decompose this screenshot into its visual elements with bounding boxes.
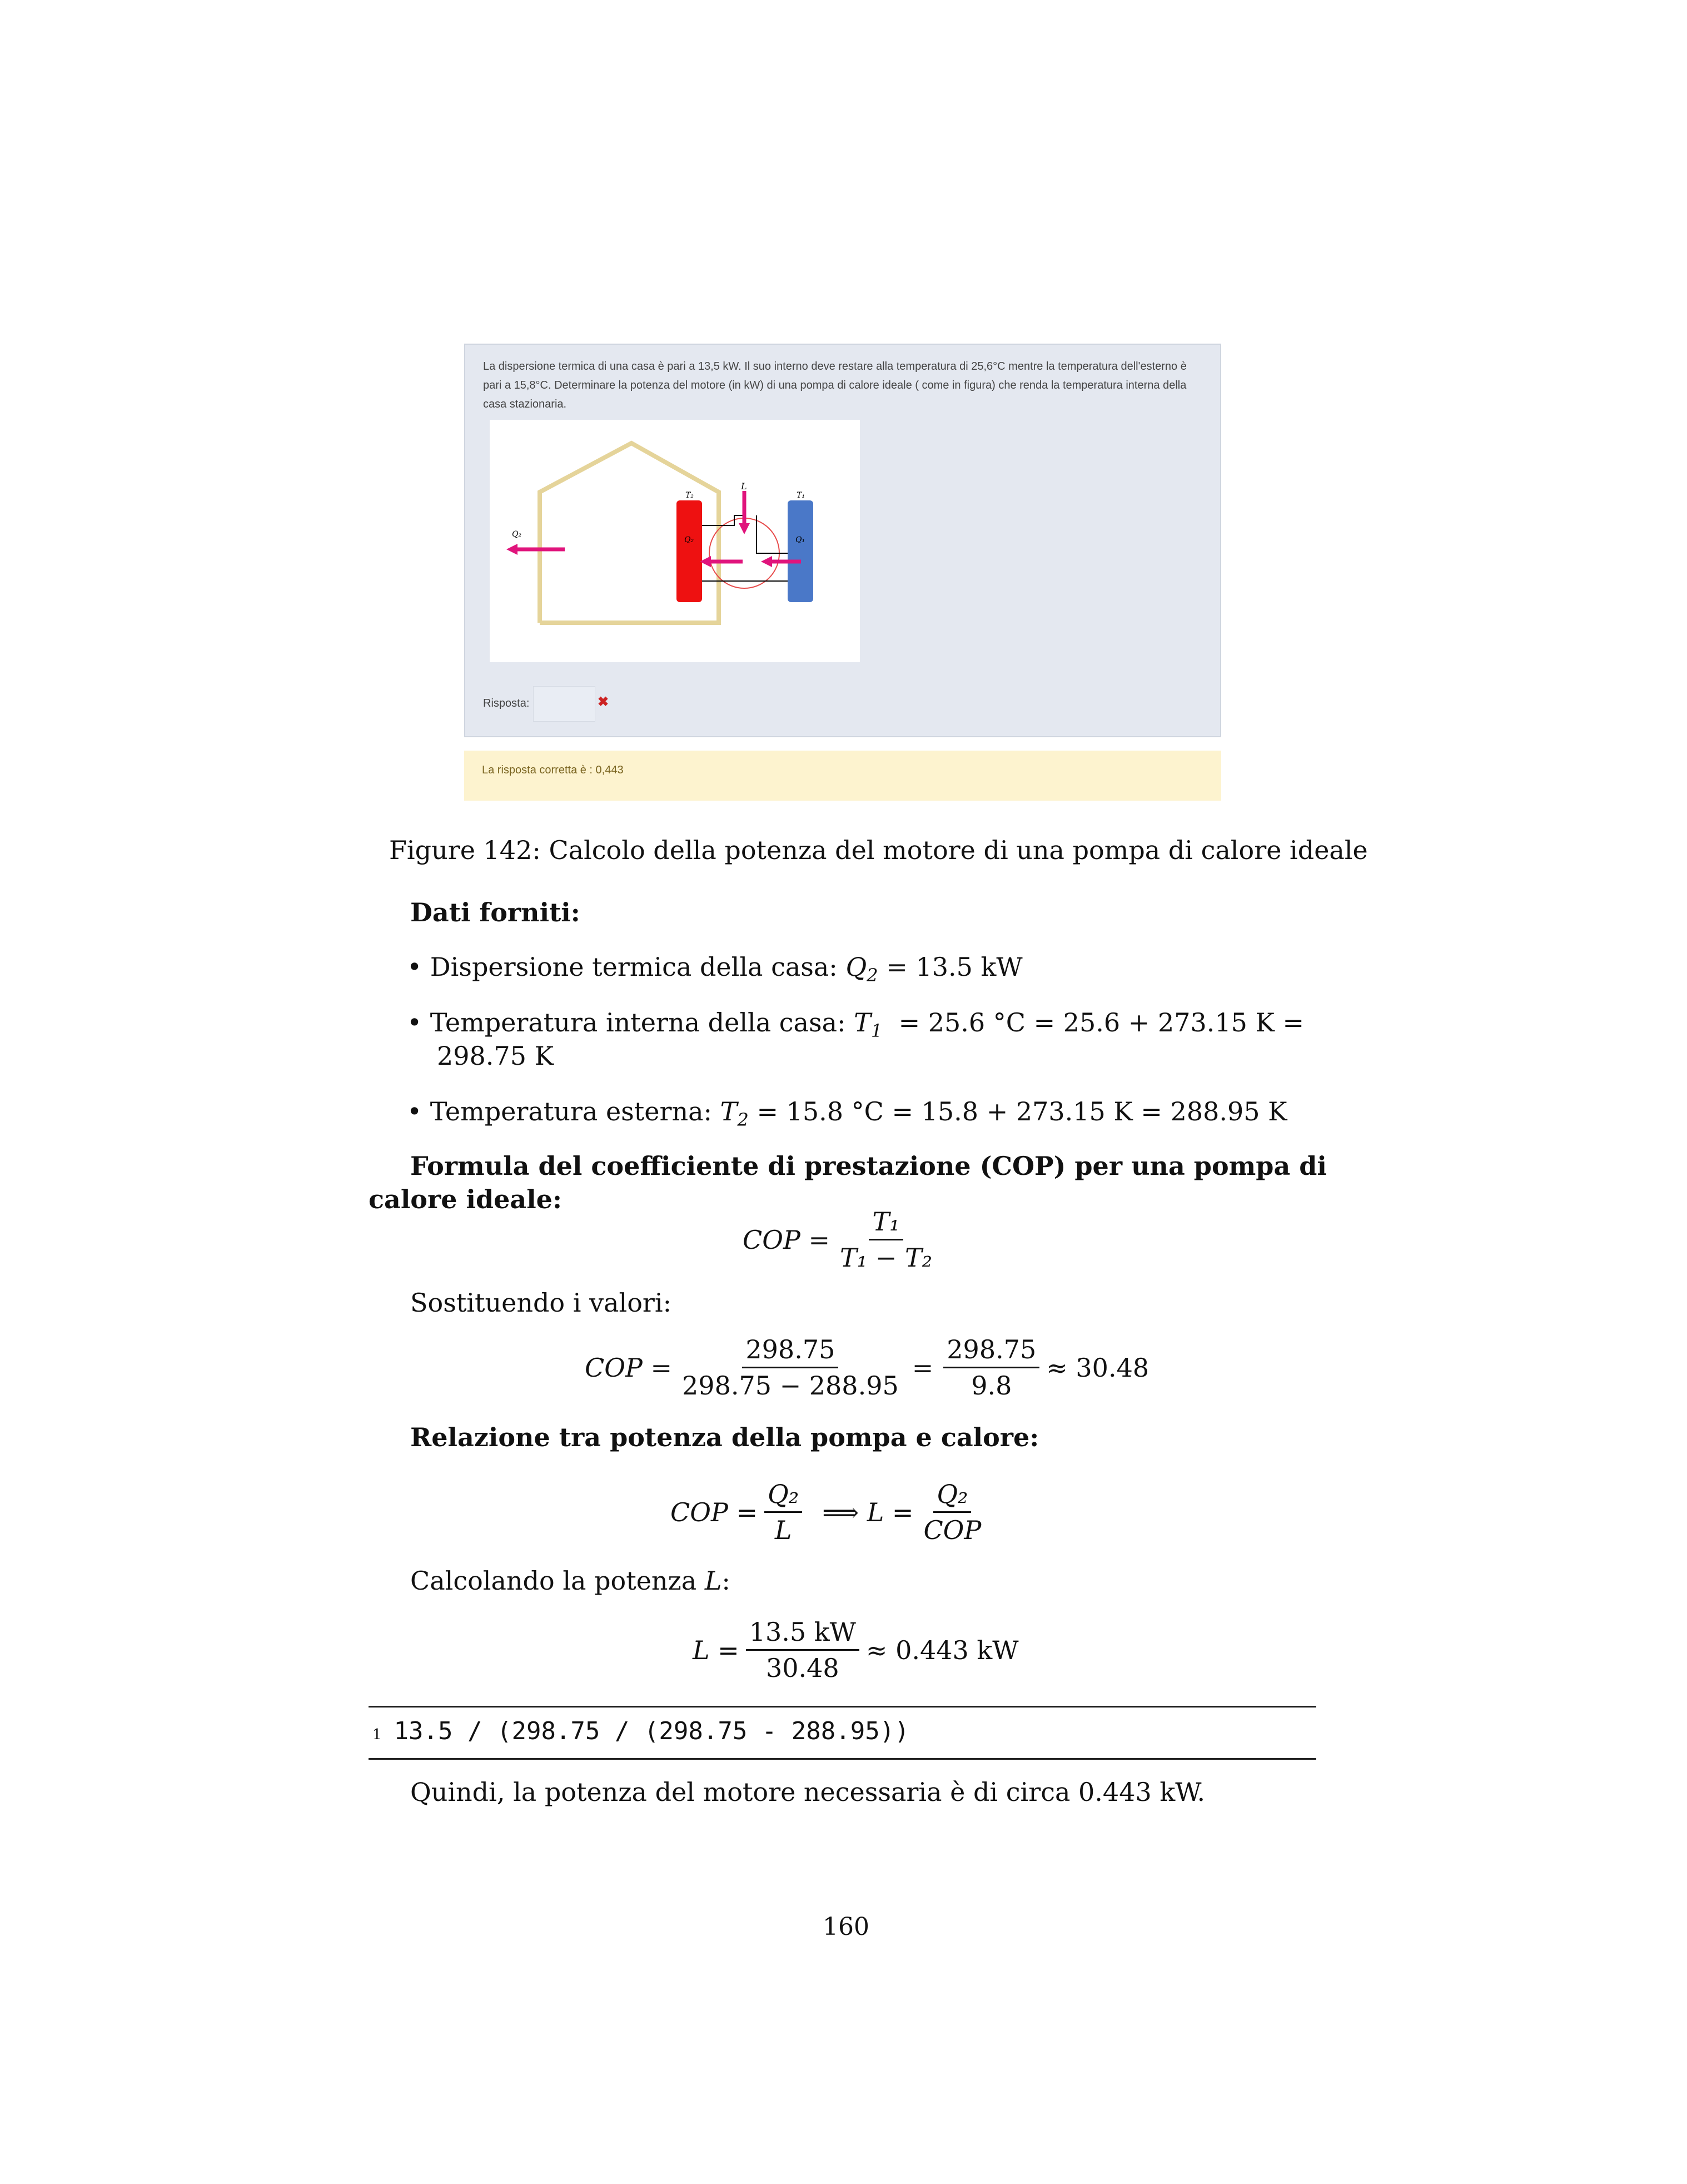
answer-label: Risposta:: [483, 697, 530, 709]
label-T2: T₂: [685, 491, 694, 500]
rel-lhs: COP =: [670, 1497, 758, 1527]
rel-den2: COP: [923, 1515, 982, 1545]
cop-sub-den2: 9.8: [971, 1371, 1012, 1401]
calc-den: 30.48: [765, 1653, 839, 1683]
label-L: L: [741, 481, 747, 492]
calcolando-colon: :: [721, 1566, 730, 1596]
heat-pump-diagram: [490, 420, 860, 662]
power-calculation: [693, 1617, 1019, 1683]
cop-sub-fraction-2: [943, 1334, 1039, 1401]
bullet-2-math: = 25.6 °C = 25.6 + 273.15 K =: [898, 1007, 1305, 1038]
calcolando-label: Calcolando la potenza: [410, 1566, 705, 1596]
cop-sub-den1: 298.75 − 288.95: [682, 1371, 899, 1401]
cop-formula-numerator: T₁: [869, 1207, 903, 1240]
work-arrow-head: [739, 523, 750, 534]
rel-implies: ⟹ L =: [822, 1497, 914, 1527]
quiz-panel: [464, 344, 1221, 737]
heat-pump-figure: [490, 420, 860, 662]
var-Q2: $Q_2$: [845, 952, 878, 986]
cop-formula-fraction: [837, 1207, 935, 1273]
code-line: 13.5 / (298.75 / (298.75 - 288.95)): [394, 1717, 909, 1745]
cop-sub-num2: 298.75: [943, 1334, 1039, 1368]
cop-substitution: [585, 1334, 1149, 1401]
heading-dati: Dati forniti:: [410, 897, 580, 927]
bullet-1-text: Dispersione termica della casa:: [430, 952, 846, 982]
var-T2: $T_2$: [720, 1096, 749, 1131]
wire-right: [757, 515, 788, 553]
cop-formula-denominator: T₁ − T₂: [840, 1243, 933, 1273]
label-Q1: Q₁: [795, 535, 805, 544]
bullet-2: [407, 1007, 1318, 1041]
figure-caption: Figure 142: Calcolo della potenza del motore di una pompa di calore ideale: [389, 835, 1368, 865]
label-Q2-in: Q₂: [684, 535, 694, 544]
calc-lhs: L =: [693, 1635, 739, 1665]
calcolando-var: L: [704, 1566, 722, 1596]
rel-num1: Q₂: [764, 1479, 802, 1513]
rel-num2: Q₂: [933, 1479, 971, 1513]
answer-input[interactable]: [533, 686, 595, 722]
code-listing: [372, 1717, 909, 1745]
rel-fraction-1: [764, 1479, 802, 1545]
cop-sub-eq: =: [912, 1352, 934, 1383]
hot-reservoir: [676, 500, 702, 602]
bullet-3-math: = 15.8 °C = 15.8 + 273.15 K = 288.95 K: [757, 1096, 1287, 1126]
feedback-box: [464, 751, 1221, 801]
heading-relazione: Relazione tra potenza della pompa e calore:: [410, 1422, 1039, 1452]
code-rule-bottom: [369, 1758, 1316, 1760]
quiz-question: La dispersione termica di una casa è pari a 13,5 kW. Il suo interno deve restare alla temperatura di 25,6°C mentre la temperatura dell'esterno è pari a 15,8°C. Determinare la potenza del motore (in kW) di una pompa di calore ideale ( come in figura) che renda la temperatura interna della casa stazionaria.: [483, 360, 1187, 410]
wrong-answer-icon: ✖: [598, 694, 609, 709]
bullet-2-cont: 298.75 K: [437, 1041, 554, 1071]
bullet-1: [407, 952, 1023, 986]
cop-relation: [670, 1479, 984, 1545]
wire-top: [702, 515, 744, 525]
calc-result: ≈ 0.443 kW: [865, 1635, 1019, 1665]
q2-out-arrow-head: [506, 544, 517, 555]
cold-reservoir: [788, 500, 813, 602]
label-T1: T₁: [797, 491, 805, 500]
bullet-1-math: = 13.5 kW: [886, 952, 1023, 982]
rel-fraction-2: [920, 1479, 984, 1545]
label-Q2-out: Q₂: [512, 530, 522, 539]
cop-sub-num1: 298.75: [742, 1334, 838, 1368]
q1-arrow-head: [761, 556, 772, 567]
heading-formula-line1: Formula del coefficiente di prestazione (COP) per una pompa di: [410, 1151, 1327, 1181]
bullet-marker: •: [407, 952, 430, 982]
sostituendo-text: Sostituendo i valori:: [410, 1288, 672, 1318]
cop-sub-result: ≈ 30.48: [1046, 1352, 1149, 1383]
calc-num: 13.5 kW: [746, 1617, 859, 1651]
cop-sub-lhs: COP =: [585, 1352, 673, 1383]
bullet-3: [407, 1096, 1287, 1130]
bullet-marker: •: [407, 1096, 430, 1126]
code-line-number: 1: [372, 1726, 382, 1743]
cop-sub-fraction-1: [679, 1334, 902, 1401]
bullet-3-text: Temperatura esterna:: [430, 1096, 720, 1126]
calcolando-text: [410, 1566, 730, 1596]
cop-formula: [743, 1207, 935, 1273]
code-rule-top: [369, 1706, 1316, 1708]
heading-formula-line2: calore ideale:: [369, 1184, 562, 1214]
feedback-text: La risposta corretta è : 0,443: [482, 764, 624, 776]
bullet-marker: •: [407, 1007, 430, 1038]
var-T1: $T_1$: [854, 1007, 883, 1042]
calc-fraction: [746, 1617, 859, 1683]
conclusion-text: Quindi, la potenza del motore necessaria è di circa 0.443 kW.: [410, 1777, 1206, 1807]
page-number: 160: [823, 1913, 869, 1941]
bullet-2-text: Temperatura interna della casa:: [430, 1007, 854, 1038]
cop-formula-lhs: COP =: [743, 1224, 830, 1255]
rel-den1: L: [774, 1515, 792, 1545]
